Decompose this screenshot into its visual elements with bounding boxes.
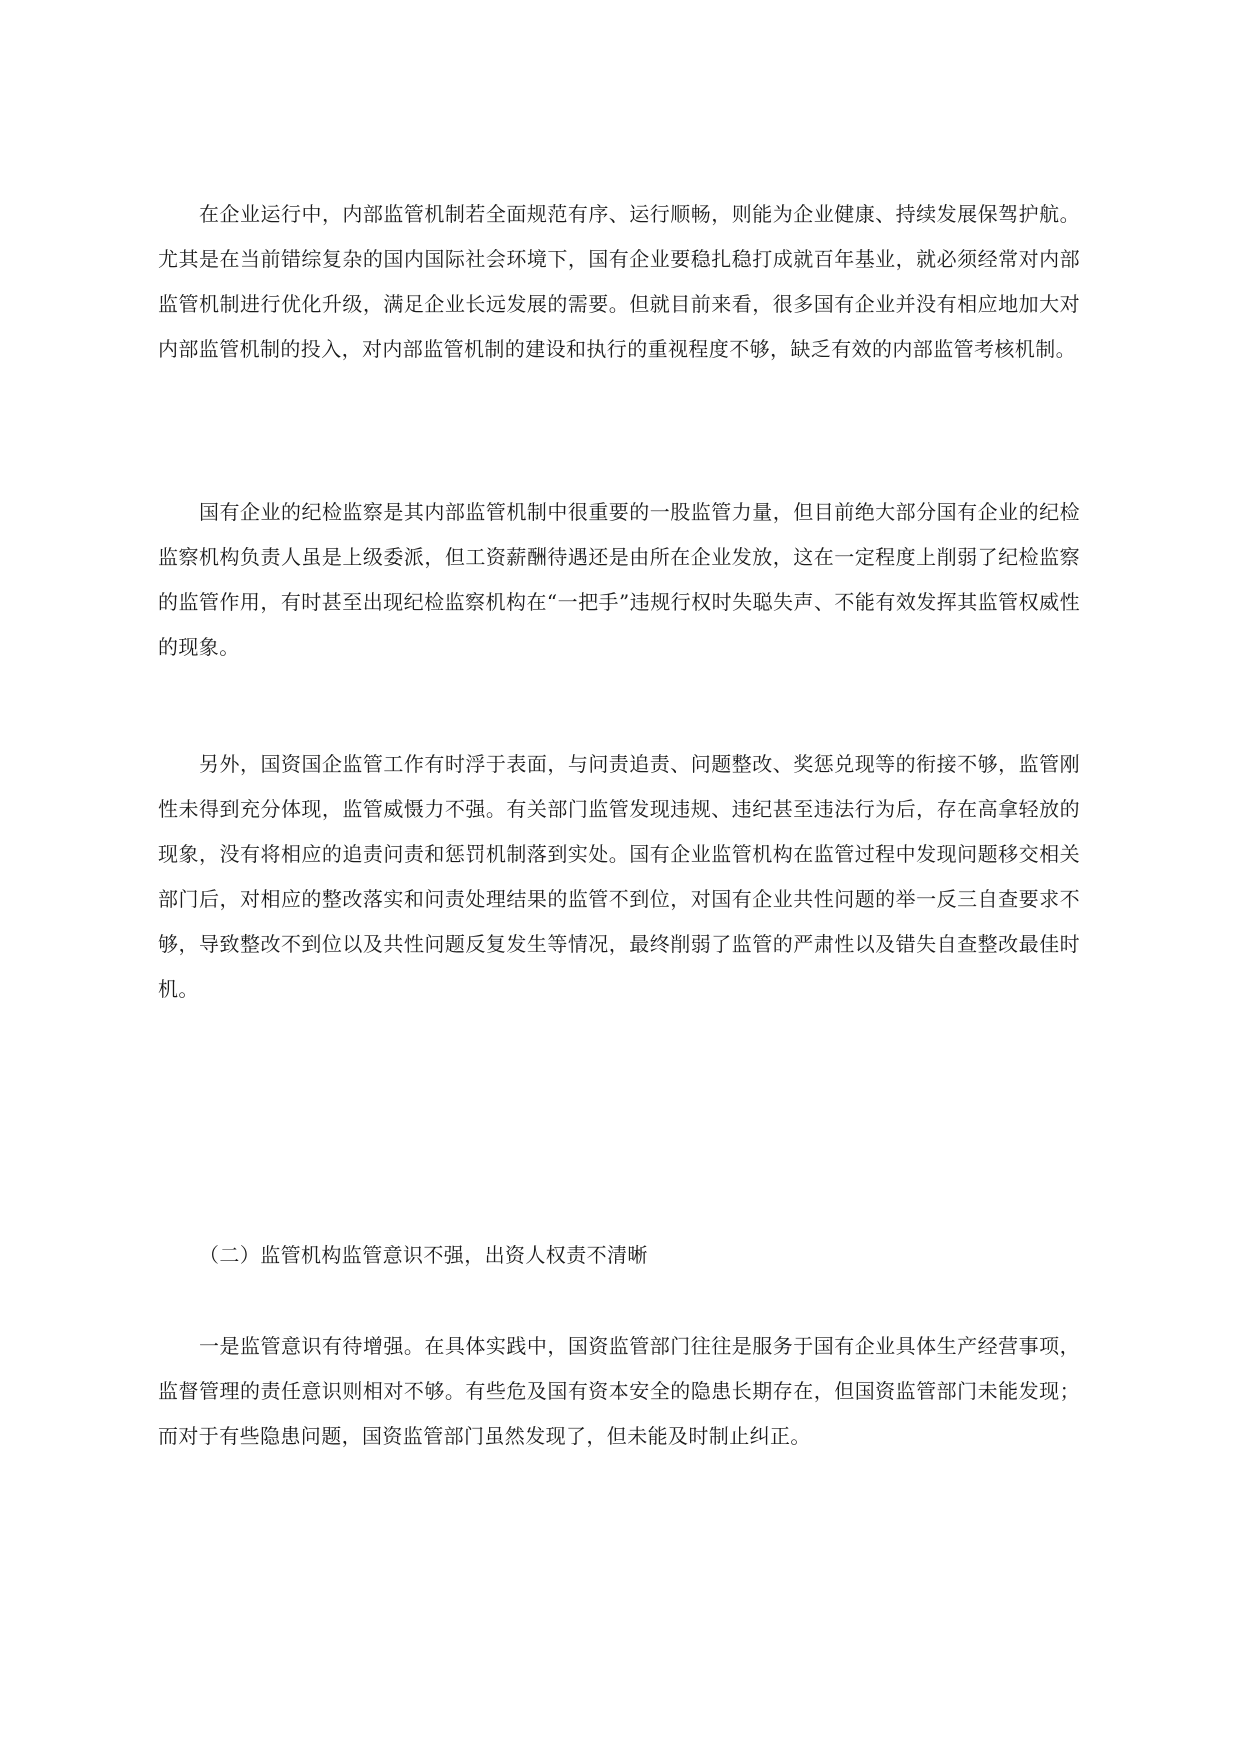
paragraph-supervision-awareness: 一是监管意识有待增强。在具体实践中，国资监管部门往往是服务于国有企业具体生产经营事项，监督管理的责任意识则相对不够。有些危及国有资本安全的隐患长期存在，但国资监管部门未能发现；而对于有些隐患问题，国资监管部门虽然发现了，但未能及时制止纠正。: [158, 1334, 1080, 1448]
section-heading: （二）监管机构监管意识不强，出资人权责不清晰: [199, 1243, 648, 1267]
paragraph-supervision-rigidity: 另外，国资国企监管工作有时浮于表面，与问责追责、问题整改、奖惩兑现等的衔接不够，监管刚性未得到充分体现，监管威慑力不强。有关部门监管发现违规、违纪甚至违法行为后，存在高拿轻放的现象，没有将相应的追责问责和惩罚机制落到实处。国有企业监管机构在监管过程中发现问题移交相关部门后，对相应的整改落实和问责处理结果的监管不到位，对国有企业共性问题的举一反三自查要求不够，导致整改不到位以及共性问题反复发生等情况，最终削弱了监管的严肃性以及错失自查整改最佳时机。: [158, 752, 1080, 1001]
paragraph-discipline-inspection: 国有企业的纪检监察是其内部监管机制中很重要的一股监管力量，但目前绝大部分国有企业的纪检监察机构负责人虽是上级委派，但工资薪酬待遇还是由所在企业发放，这在一定程度上削弱了纪检监察的监管作用，有时甚至出现纪检监察机构在“一把手”违规行权时失聪失声、不能有效发挥其监管权威性的现象。: [158, 500, 1080, 659]
paragraph-internal-supervision: 在企业运行中，内部监管机制若全面规范有序、运行顺畅，则能为企业健康、持续发展保驾护航。尤其是在当前错综复杂的国内国际社会环境下，国有企业要稳扎稳打成就百年基业，就必须经常对内部监管机制进行优化升级，满足企业长远发展的需要。但就目前来看，很多国有企业并没有相应地加大对内部监管机制的投入，对内部监管机制的建设和执行的重视程度不够，缺乏有效的内部监管考核机制。: [158, 202, 1080, 361]
